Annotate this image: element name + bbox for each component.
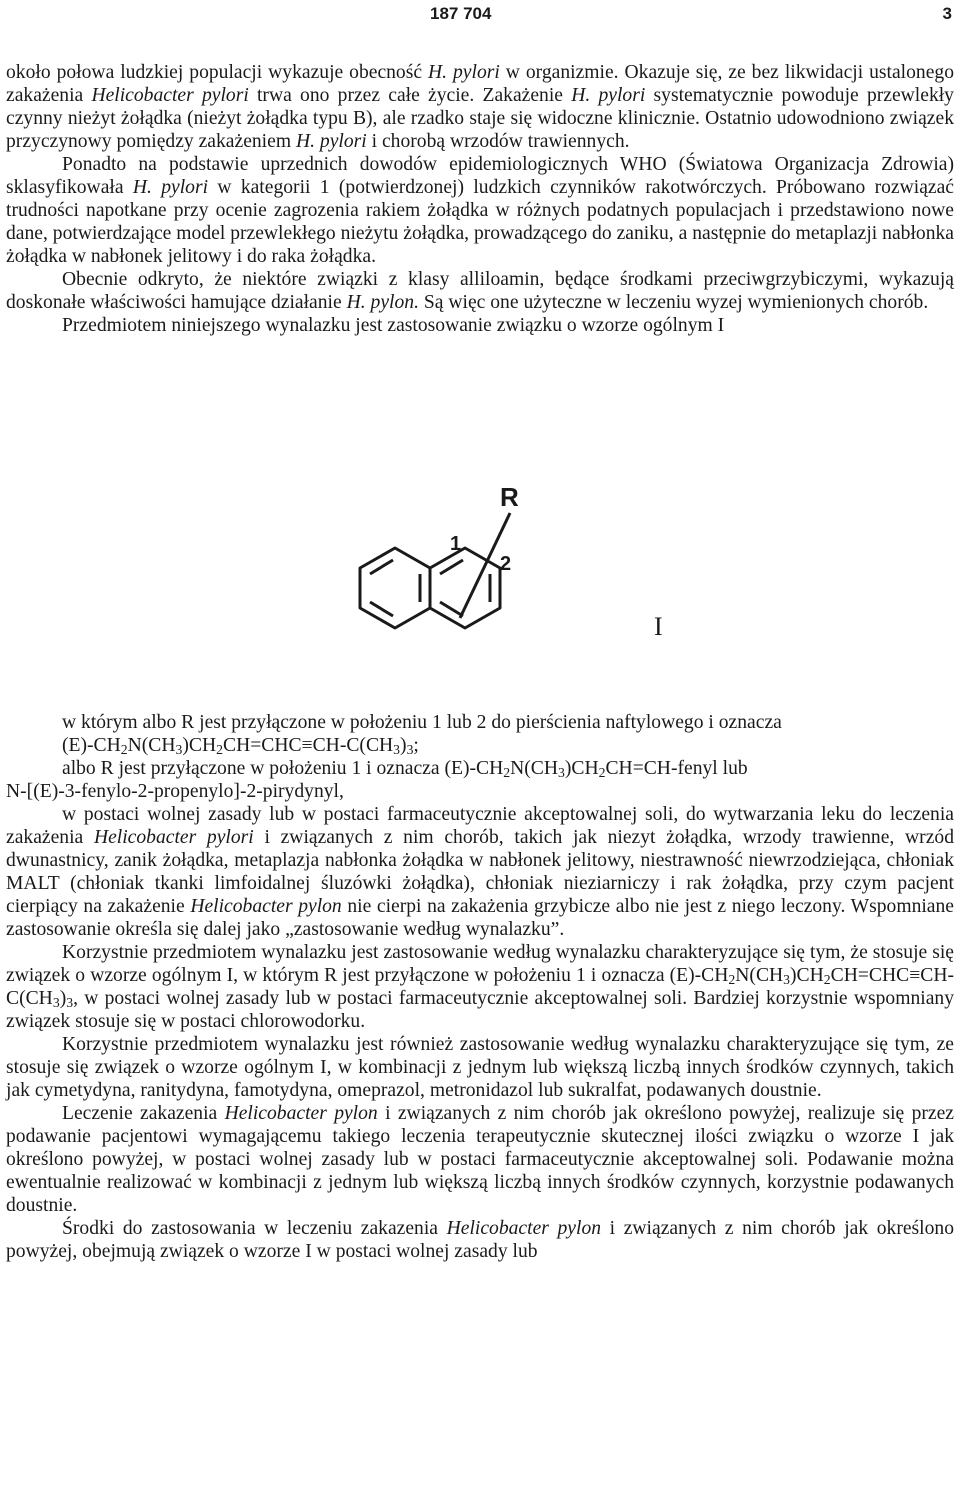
page-header [0, 4, 960, 26]
paragraph-5: w którym albo R jest przyłączone w położeniu 1 lub 2 do pierścienia naftylowego i oznacza [62, 712, 782, 733]
naphthalene-structure [300, 478, 560, 678]
paragraph-12: Środki do zastosowania w leczeniu zakazenia Helicobacter pylon i związanych z nim chorób jak określono powyżej, obejmują związek o wzorze I w postaci wolnej zasady lub [6, 1218, 955, 1262]
text-block-bottom [6, 711, 954, 1263]
position-2-label: 2 [500, 553, 512, 575]
paragraph-9: Korzystnie przedmiotem wynalazku jest zastosowanie według wynalazku charakteryzujące się tym, że stosuje się związek o wzorze ogólnym I, w którym R jest przyłączone w położeniu 1 i oznacza $(E)-CH_2N(CH_3)CH_2CH=CHC\equiv CH-C(CH_3)_3$, w postaci wolnej zasady lub w postaci farmaceutycznie akceptowalnej soli. Bardziej korzystnie wspomniany związek stosuje się w postaci chlorowodorku. [6, 942, 954, 1032]
formula-line: $(E)-CH_2N(CH_3)CH_2CH=CHC\equiv CH-C(CH_3)_3$; [62, 735, 419, 757]
paragraph-1: około połowa ludzkiej populacji wykazuje obecność H. pylori w organizmie. Okazuje się, ze bez likwidacji ustalonego zakażenia Helicobacter pylori trwa ono przez całe życie. Zakażenie H. pylori systematycznie powoduje przewlekły czynny nieżyt żołądka (nieżyt żołądka typu B), ale rzadko staje się widoczne klinicznie. Ostatnio udowodniono związek przyczynowy pomiędzy zakażeniem H. pylori i chorobą wrzodów trawiennych. [6, 62, 955, 152]
position-1-label: 1 [450, 533, 462, 555]
text-block-top [6, 61, 954, 337]
formula-label: I [654, 612, 663, 641]
page-number: 3 [942, 4, 952, 23]
paragraph-7: N-[(E)-3-fenylo-2-propenylo]-2-pirydynyl, [6, 781, 344, 802]
paragraph-11: Leczenie zakazenia Helicobacter pylon i związanych z nim chorób jak określono powyżej, realizuje się przez podawanie pacjentowi wymagającemu takiego leczenia terapeutycznie skutecznej ilości związku o wzorze I jak określono powyżej, w postaci wolnej zasady lub w postaci farmaceutycznie akceptowalnej soli. Podawanie można ewentualnie realizować w kombinacji z jednym lub większą liczbą innych środków czynnych, korzystnie podawanych doustnie. [6, 1103, 954, 1216]
r-label: R [500, 482, 519, 512]
paragraph-4: Przedmiotem niniejszego wynalazku jest zastosowanie związku o wzorze ogólnym I [62, 315, 725, 336]
patent-number: 187 704 [430, 4, 492, 23]
paragraph-2: Ponadto na podstawie uprzednich dowodów epidemiologicznych WHO (Światowa Organizacja Zdrowia) sklasyfikowała H. pylori w kategorii 1 (potwierdzonej) ludzkich czynników rakotwórczych. Próbowano rozwiązać trudności napotkane przy ocenie zagrozenia rakiem żołądka w różnych podatnych populacjach i przedstawiono nowe dane, potwierdzające model przewlekłego nieżytu żołądka, prowadzącego do zaniku, a następnie do metaplazji nabłonka żołądka w nabłonek jelitowy i do raka żołądka. [6, 154, 954, 267]
paragraph-3: Obecnie odkryto, że niektóre związki z klasy alliloamin, będące środkami przeciwgrzybiczymi, wykazują doskonałe właściwości hamujące działanie H. pylon. Są więc one użyteczne w leczeniu wyzej wymienionych chorób. [6, 269, 954, 313]
paragraph-10: Korzystnie przedmiotem wynalazku jest również zastosowanie według wynalazku charakteryzujące się tym, ze stosuje się związek o wzorze ogólnym I, w kombinacji z jednym lub większą liczbą innych środków czynnych, takich jak cymetydyna, ranitydyna, famotydyna, omeprazol, metronidazol lub sukralfat, podawanych doustnie. [6, 1034, 954, 1101]
paragraph-8: w postaci wolnej zasady lub w postaci farmaceutycznie akceptowalnej soli, do wytwarzania leku do leczenia zakażenia Helicobacter pylori i związanych z nim chorób, takich jak niezyt żołądka, wrzody trawienne, wrzód dwunastnicy, zanik żołądka, metaplazja nabłonka żołądka w nabłonek jelitowy, niestrawność niewrzodziejąca, chłoniak MALT (chłoniak tkanki limfoidalnej śluzówki żołądka), chłoniak nieziarniczy i rak żołądka, przy czym pacjent cierpiący na zakażenie Helicobacter pylon nie cierpi na zakażenia grzybicze albo nie jest z niego leczony. Wspomniane zastosowanie określa się dalej jako „zastosowanie według wynalazku”. [6, 804, 955, 940]
paragraph-6: albo R jest przyłączone w położeniu 1 i oznacza $(E)-CH_2N(CH_3)CH_2CH=CH$-fenyl lub [62, 758, 748, 780]
